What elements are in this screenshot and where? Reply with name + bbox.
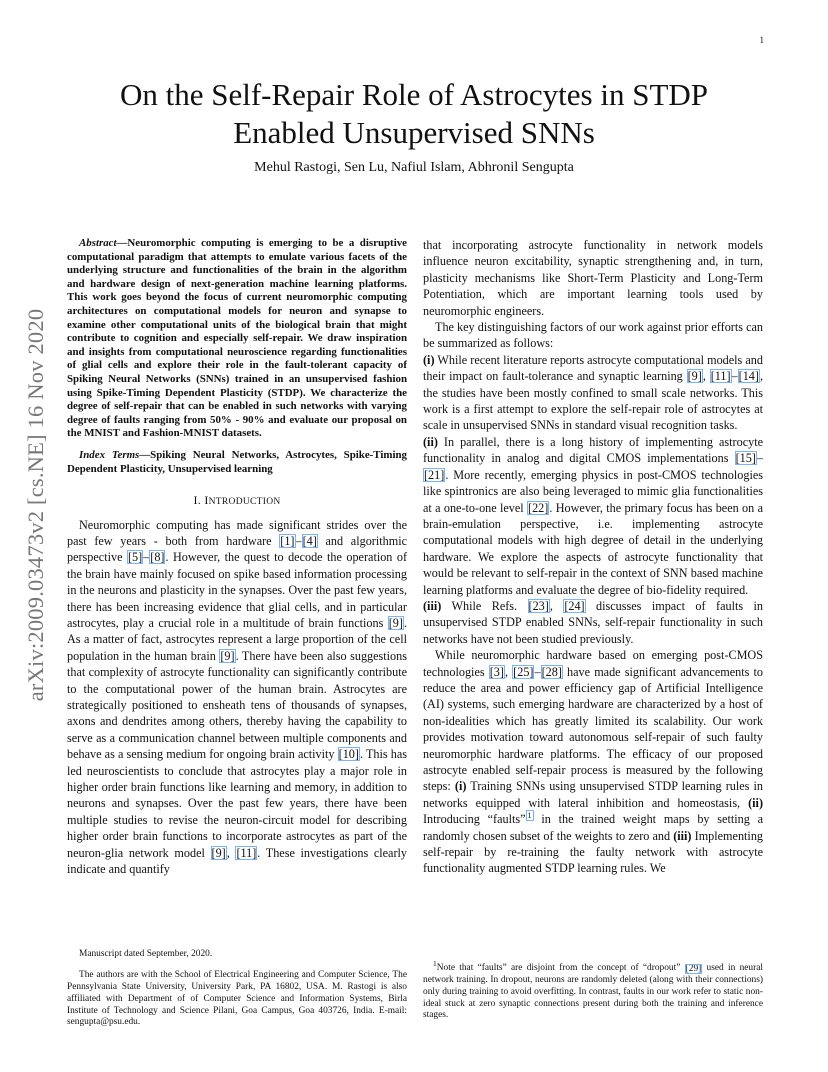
abstract-lead: Abstract: [79, 237, 117, 249]
text-run: Note that “faults” are disjoint from the concept of “dropout”: [436, 963, 685, 974]
index-terms-lead: Index Terms: [79, 448, 140, 461]
citation-link[interactable]: [8]: [150, 550, 165, 565]
text-run: Training SNNs using unsupervised STDP learning rules in networks equipped with lateral inhibition and homeostasis,: [423, 779, 763, 810]
citation-link[interactable]: [9]: [220, 648, 235, 663]
text-run: . As a matter of fact, astrocytes represent a large proportion of the cell population in the human brain: [67, 615, 407, 663]
citation-link[interactable]: [9]: [388, 615, 403, 630]
intro-paragraph-1: [67, 517, 407, 878]
text-run: ,: [226, 845, 236, 860]
footnote-1: [423, 949, 763, 1031]
index-terms-text: —Spiking Neural Networks, Astrocytes, Spike-Timing Dependent Plasticity, Unsupervised learning: [67, 448, 407, 475]
affiliation-text: The authors are with the School of Electrical Engineering and Computer Science, The Pennsylvania State University, University Park, PA 16802, USA. M. Rastogi is also affiliated with Department of of Computer Science and Information Systems, Birla Institute of Technology and Science Pilani, Goa Campus, Goa 403726, India. E-mail: sengupta@psu.edu.: [67, 970, 407, 1028]
text-run: ,: [549, 598, 564, 613]
citation-link[interactable]: [21]: [424, 467, 445, 482]
text-run: While neuromorphic hardware based on emerging post-CMOS technologies: [423, 648, 763, 679]
citation-link[interactable]: [11]: [236, 845, 257, 860]
right-column: [423, 237, 763, 877]
point-label: (ii): [423, 434, 438, 449]
text-run: –: [143, 550, 150, 565]
text-run: have made significant advancements to reduce the area and power efficiency gap of Artificial Intelligence (AI) systems, such emerging hardware are characterized by a host of non-idealities which has greatly limited its scalability. Our work provides motivation toward autonomous self-repair of such faulty neuromorphic hardware platforms. The efficacy of our proposed astrocyte enabled self-repair process is measured by the following steps:: [423, 664, 763, 794]
arxiv-sidebar: [16, 270, 56, 740]
step-label: (iii): [673, 828, 692, 843]
text-run: discusses impact of faults in unsupervised STDP enabled SNNs, self-repair functionality in such networks have not been studied previously.: [423, 598, 763, 646]
text-run: In parallel, there is a long history of implementing astrocyte functionality in analog and digital CMOS implementations: [423, 434, 763, 466]
page-number: 1: [759, 35, 764, 45]
right-paragraph-1: that incorporating astrocyte functionality in network models influence neuron excitability, synaptic strengthening and, in turn, plasticity mechanisms like Short-Term Plasticity and Long-Term Potentiation, which are important learning tools used by neuromorphic engineers.: [423, 238, 763, 318]
citation-link[interactable]: [11]: [710, 369, 731, 384]
contribution-point-3: [423, 598, 763, 647]
text-run: used in neural network training. In dropout, neurons are randomly deleted (along with their connections) only during training to avoid overfitting. In contrast, faults in our work refer to static non-ideal stuck at zero synaptic connections present during both the training and inference stages.: [423, 963, 763, 1021]
citation-link[interactable]: [24]: [564, 598, 585, 613]
abstract-text: —Neuromorphic computing is emerging to be a disruptive computational paradigm that attempts to emulate various facets of the underlying structure and functionalities of the brain in the algorithm and hardware design of next-generation machine learning platforms. This work goes beyond the focus of current neuromorphic computing architectures on computational models for neuron and synapse to examine other computational units of the biological brain that might contribute to cognition and especially self-repair. We draw inspiration and insights from computational neuroscience regarding functionalities of glial cells and explore their role in the fault-tolerant capacity of Spiking Neural Networks (SNNs) trained in an unsupervised fashion using Spike-Timing Dependent Plasticity (STDP). We characterize the degree of self-repair that can be enabled in such networks with varying degree of faults ranging from 50% - 90% and evaluate our proposal on the MNIST and Fashion-MNIST datasets.: [67, 237, 407, 440]
citation-link[interactable]: [9]: [211, 845, 226, 860]
affiliation-footnote: [67, 940, 407, 1038]
citation-link[interactable]: [23]: [528, 598, 549, 613]
text-run: in the trained weight maps by setting a randomly chosen subset of the weights to zero and: [423, 812, 763, 843]
contribution-point-2: [423, 434, 763, 598]
text-run: While recent literature reports astrocyte computational models and their impact on fault-tolerance and synaptic learning: [423, 352, 763, 384]
text-run: –: [534, 664, 541, 679]
citation-link[interactable]: [15]: [735, 451, 756, 466]
text-run: –: [731, 369, 738, 384]
citation-link[interactable]: [3]: [489, 664, 504, 679]
text-run: –: [756, 451, 763, 466]
paper-title: [60, 76, 768, 152]
text-run: . However, the primary focus has been on a brain-emulation perspective, i.e. implementing astrocyte computational models with high degree of detail in the underlying hardware. We explore the aspects of astrocyte functionality that would be relevant to self-repair in the context of SNN based machine learning platforms and evaluate the degree of bio-fidelity required.: [423, 500, 763, 597]
footnote-text: [423, 958, 763, 1022]
section-cap: I: [204, 493, 209, 508]
text-run: Introducing “faults”: [423, 812, 526, 827]
citation-link[interactable]: [22]: [528, 500, 549, 515]
point-label: (i): [423, 352, 435, 367]
text-run: . More recently, emerging physics in post-CMOS technologies like spintronics are also being leveraged to mimic glia functionalities at a one-to-one level: [423, 467, 763, 515]
citation-link[interactable]: [10]: [338, 747, 359, 762]
citation-link[interactable]: [4]: [302, 533, 317, 548]
abstract: [67, 237, 407, 441]
section-numeral: I.: [193, 493, 205, 508]
citation-link[interactable]: [9]: [687, 369, 702, 384]
citation-link[interactable]: [25]: [513, 664, 534, 679]
index-terms: [67, 449, 407, 476]
text-run: . However, the quest to decode the operation of the brain have mainly focused on spike based information processing in the neurons and plasticity in the synapses. Over the past few years, there has been increasing evidence that glial cells, and in particular astrocytes, play a crucial role in a multitude of brain functions: [67, 550, 407, 630]
text-run: ,: [504, 664, 513, 679]
right-paragraph-3: [423, 647, 763, 877]
text-run: Implementing self-repair by re-training the faulty network with astrocyte functionality augmented STDP learning rules. We: [423, 828, 764, 876]
author-list: Mehul Rastogi, Sen Lu, Nafiul Islam, Abhronil Sengupta: [254, 160, 574, 175]
arxiv-stamp: arXiv:2009.03473v2 [cs.NE] 16 Nov 2020: [23, 308, 48, 702]
text-run: Neuromorphic computing has made significant strides over the past few years - both from hardware: [67, 517, 407, 548]
text-run: –: [295, 533, 302, 548]
citation-link[interactable]: [1]: [280, 533, 295, 548]
text-run: While Refs.: [441, 598, 528, 613]
section-heading-introduction: [67, 492, 407, 510]
text-run: and algorithmic perspective: [67, 533, 407, 565]
right-paragraph-2: The key distinguishing factors of our work against prior efforts can be summarized as follows:: [423, 320, 763, 351]
citation-link[interactable]: [29]: [685, 963, 702, 974]
citation-link[interactable]: [28]: [541, 664, 562, 679]
step-label: (ii): [748, 795, 763, 810]
text-run: , the studies have been mostly confined to small scale networks. This work is a first attempt to explore the self-repair role of astrocytes at scale in unsupervised SNNs in standard visual recognition tasks.: [423, 369, 763, 433]
citation-link[interactable]: [14]: [738, 369, 759, 384]
text-run: . There have been also suggestions that complexity of astrocyte functionality can significantly contribute to the computational power of the human brain. Astrocytes are strategically positioned to ensheath tens of thousands of synapses, axons and dendrites among others, thereby having the capability to serve as a communication channel between multiple components and behave as a sensing medium for ongoing brain activity: [67, 648, 407, 762]
step-label: (i): [454, 779, 467, 794]
footnote-mark: 1: [433, 959, 437, 969]
footnote-link[interactable]: 1: [527, 811, 532, 821]
text-run: ,: [702, 369, 710, 384]
citation-link[interactable]: [5]: [127, 550, 143, 565]
section-rest: NTRODUCTION: [208, 497, 281, 508]
point-label: (iii): [423, 598, 442, 613]
left-column: [67, 237, 407, 877]
title-line-2: Enabled Unsupervised SNNs: [233, 115, 595, 150]
text-run: . These investigations clearly indicate and quantify: [67, 845, 408, 877]
manuscript-date: Manuscript dated September, 2020.: [79, 949, 213, 960]
text-run: . This has led neuroscientists to conclude that astrocytes play a major role in higher order brain functions like learning and memory, in addition to neurons and synapses. Over the past few years, there have been multiple studies to revise the neuron-circuit model for describing higher order brain functions to incorporate astrocytes as part of the neuron-glia network model: [67, 747, 408, 860]
title-line-1: On the Self-Repair Role of Astrocytes in STDP: [119, 77, 709, 112]
contribution-point-1: [423, 352, 763, 434]
